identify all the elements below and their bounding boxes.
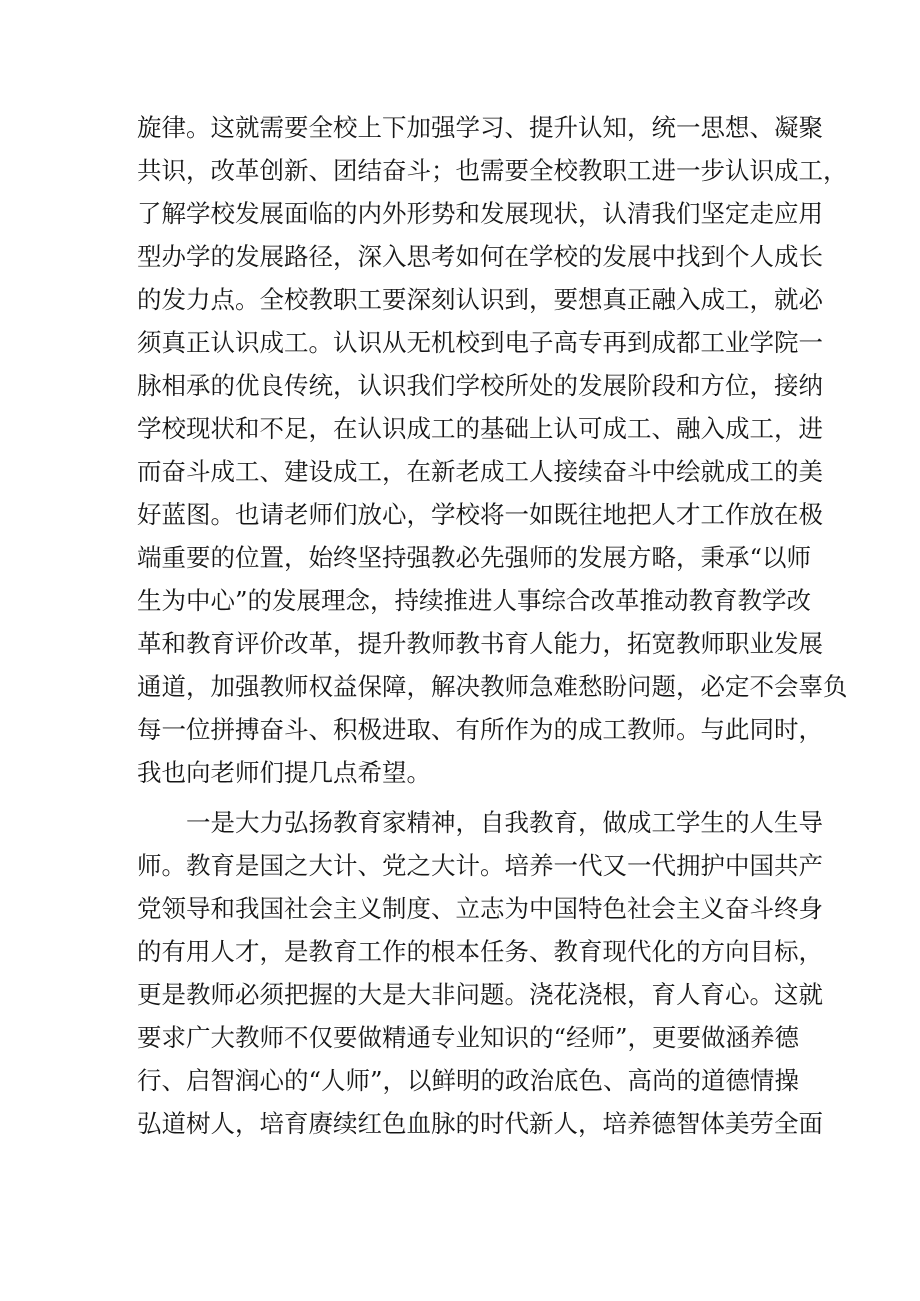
text-line: 行、启智润心的“人师”，以鲜明的政治底色、高尚的道德情操 — [137, 1066, 800, 1095]
text-line: 我也向老师们提几点希望。 — [137, 758, 431, 787]
text-line: 一是大力弘扬教育家精神，自我教育，做成工学生的人生导 — [186, 808, 823, 837]
text-line: 党领导和我国社会主义制度、立志为中国特色社会主义奋斗终身 — [137, 894, 823, 923]
text-line: 好蓝图。也请老师们放心，学校将一如既往地把人才工作放在极 — [137, 500, 823, 529]
text-line: 的有用人才，是教育工作的根本任务、教育现代化的方向目标， — [137, 937, 823, 966]
text-line: 弘道树人，培育赓续红色血脉的时代新人，培养德智体美劳全面 — [137, 1109, 823, 1138]
text-line: 脉相承的优良传统，认识我们学校所处的发展阶段和方位，接纳 — [137, 371, 823, 400]
text-line: 生为中心”的发展理念，持续推进人事综合改革推动教育教学改 — [137, 586, 812, 615]
text-line: 的发力点。全校教职工要深刻认识到，要想真正融入成工，就必 — [137, 285, 823, 314]
text-line: 了解学校发展面临的内外形势和发展现状，认清我们坚定走应用 — [137, 199, 823, 228]
text-line: 革和教育评价改革，提升教师教书育人能力，拓宽教师职业发展 — [137, 629, 823, 658]
text-line: 型办学的发展路径，深入思考如何在学校的发展中找到个人成长 — [137, 242, 823, 271]
text-line: 师。教育是国之大计、党之大计。培养一代又一代拥护中国共产 — [137, 851, 823, 880]
text-line: 端重要的位置，始终坚持强教必先强师的发展方略，秉承“以师 — [137, 543, 812, 572]
text-line: 通道，加强教师权益保障，解决教师急难愁盼问题，必定不会辜负 — [137, 672, 848, 701]
text-line: 共识，改革创新、团结奋斗；也需要全校教职工进一步认识成工， — [137, 156, 848, 185]
text-line: 每一位拼搏奋斗、积极进取、有所作为的成工教师。与此同时， — [137, 715, 823, 744]
text-line: 须真正认识成工。认识从无机校到电子高专再到成都工业学院一 — [137, 328, 823, 357]
text-line: 要求广大教师不仅要做精通专业知识的“经师”，更要做涵养德 — [137, 1023, 800, 1052]
text-line: 而奋斗成工、建设成工，在新老成工人接续奋斗中绘就成工的美 — [137, 457, 823, 486]
text-line: 更是教师必须把握的大是大非问题。浇花浇根，育人育心。这就 — [137, 980, 823, 1009]
text-line: 学校现状和不足，在认识成工的基础上认可成工、融入成工，进 — [137, 414, 823, 443]
text-line: 旋律。这就需要全校上下加强学习、提升认知，统一思想、凝聚 — [137, 113, 823, 142]
